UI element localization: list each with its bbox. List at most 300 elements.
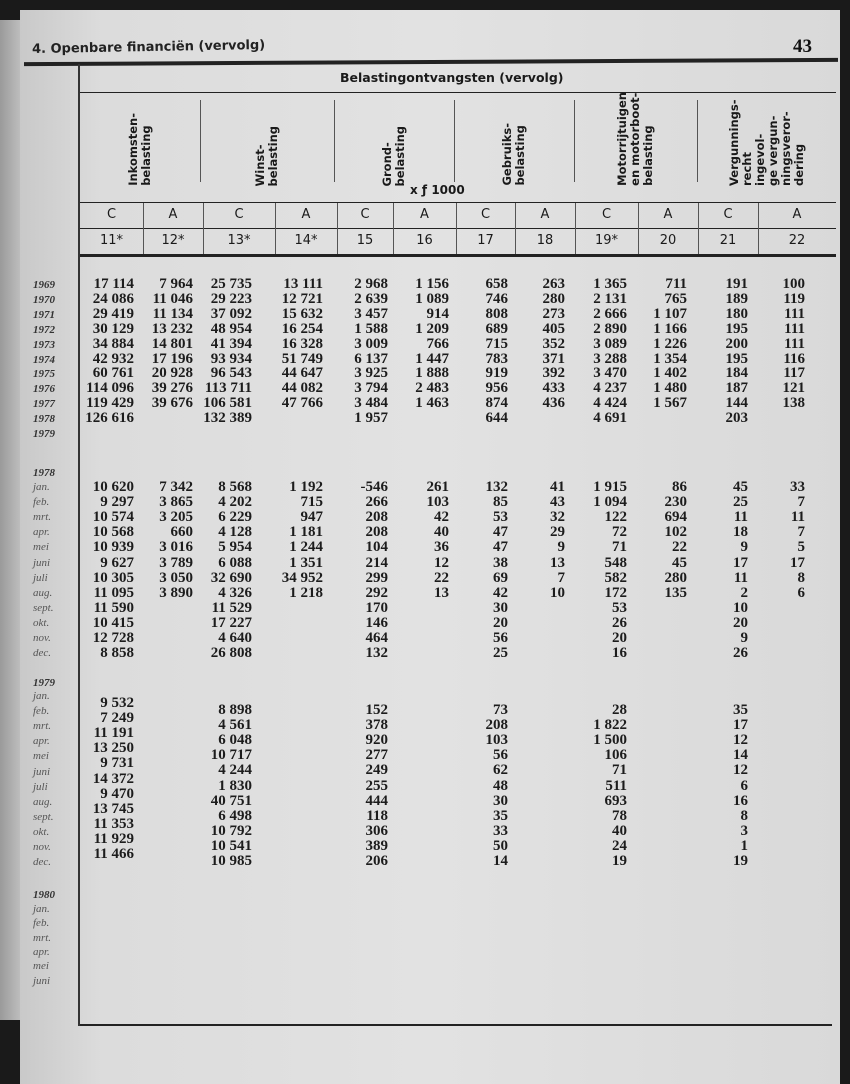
table-cell: 121 [782, 380, 805, 397]
table-cell: 2 [740, 584, 748, 601]
table-cell: 273 [542, 305, 565, 322]
table-cell: 3 794 [354, 380, 388, 397]
year-label: 1978 [33, 467, 55, 479]
row-label: 1977 [33, 398, 55, 411]
table-cell: 263 [542, 276, 565, 292]
table-cell: 1 181 [289, 524, 323, 541]
table-cell: 436 [542, 395, 565, 412]
table-cell: 102 [664, 524, 687, 541]
table-cell: 22 [434, 569, 449, 586]
table-cell: 17 [733, 554, 748, 571]
table-cell: 4 640 [218, 630, 252, 646]
table-cell: 24 [612, 837, 627, 854]
table-cell: 32 690 [210, 569, 252, 586]
row-label: feb. [33, 705, 50, 718]
row-label: aug. [33, 586, 53, 599]
table-cell: 1 089 [415, 290, 449, 307]
row-label: mrt. [33, 931, 52, 944]
column-group-label: Inkomsten- belasting [126, 113, 153, 186]
table-cell: 132 [485, 479, 508, 495]
table-cell: 26 [612, 614, 627, 631]
table-cell: 808 [485, 305, 508, 322]
table-cell: 187 [725, 380, 748, 397]
table-cell: 3 789 [159, 554, 193, 571]
table-cell: 10 939 [92, 539, 134, 556]
group-divider [334, 100, 335, 182]
row-label: dec. [33, 856, 52, 869]
table-cell: 392 [542, 365, 565, 382]
column-number: 15 [356, 233, 374, 248]
table-cell: 9 [740, 630, 748, 646]
table-cell: 56 [493, 747, 508, 764]
column-group-label: Gebruiks- belasting [500, 123, 527, 186]
region-code: C [360, 207, 370, 222]
table-cell: 11 191 [93, 725, 134, 742]
table-cell: 132 389 [203, 410, 252, 427]
column-divider [515, 203, 516, 254]
region-code: A [663, 207, 673, 222]
table-cell: 10 [550, 584, 565, 601]
column-number: 19* [594, 233, 619, 248]
column-group-header [454, 96, 574, 186]
table-cell: 6 088 [218, 554, 252, 571]
table-cell: 32 [550, 509, 565, 526]
group-title-rule [80, 92, 836, 93]
table-cell: 13 745 [92, 800, 134, 817]
table-cell: 146 [365, 614, 388, 631]
table-cell: 10 [733, 599, 748, 616]
table-cell: 20 [493, 614, 508, 631]
table-cell: 34 884 [92, 335, 134, 352]
table-cell: 208 [485, 717, 508, 734]
table-cell: 8 858 [100, 645, 134, 662]
table-cell: 53 [493, 509, 508, 526]
row-label: juli [33, 571, 48, 584]
table-cell: 4 561 [218, 717, 252, 734]
table-cell: 3 205 [159, 509, 193, 526]
previous-page-edge [0, 20, 20, 1020]
table-cell: 20 [612, 630, 627, 646]
table-cell: 19 [733, 853, 748, 869]
table-cell: 230 [664, 494, 687, 511]
table-cell: 60 761 [92, 365, 134, 382]
column-divider [393, 203, 394, 254]
row-label: jan. [33, 690, 50, 702]
region-code: C [601, 207, 612, 222]
table-cell: 117 [783, 365, 805, 382]
row-label: nov. [33, 841, 51, 853]
table-cell: 45 [733, 479, 748, 495]
table-cell: 42 [434, 509, 449, 526]
table-bottom-rule [80, 1024, 832, 1026]
table-cell: 10 541 [210, 837, 252, 854]
table-cell: 22 [672, 539, 687, 556]
column-divider [575, 203, 576, 254]
table-cell: 10 985 [210, 853, 252, 869]
column-divider [758, 203, 759, 254]
table-cell: 25 735 [210, 276, 252, 292]
table-cell: 1 351 [289, 554, 323, 571]
table-cell: 26 [733, 645, 748, 662]
region-code: A [540, 207, 550, 222]
table-cell: 874 [485, 395, 508, 412]
year-label: 1979 [33, 677, 55, 689]
row-label: nov. [33, 632, 51, 644]
table-cell: 352 [542, 335, 565, 352]
table-cell: 306 [365, 822, 388, 839]
table-cell: 180 [725, 305, 748, 322]
row-label: okt. [33, 616, 50, 629]
table-cell: 40 751 [210, 792, 252, 809]
column-group-header [200, 96, 334, 186]
table-cell: 299 [365, 569, 388, 586]
table-cell: 11 046 [152, 290, 193, 307]
table-cell: 4 244 [218, 762, 252, 779]
table-cell: 10 305 [92, 569, 134, 586]
group-divider [200, 100, 201, 182]
table-cell: 17 [790, 554, 805, 571]
row-label: sept. [33, 601, 54, 614]
table-cell: 3 925 [354, 365, 388, 382]
row-label: 1972 [33, 323, 55, 336]
table-cell: 4 128 [218, 524, 252, 541]
table-cell: 37 092 [210, 305, 252, 322]
region-code: C [234, 207, 244, 222]
table-cell: 1 166 [653, 320, 687, 337]
table-cell: 24 086 [92, 290, 134, 307]
table-cell: 16 254 [281, 320, 323, 337]
table-cell: 26 808 [210, 645, 252, 662]
table-cell: 93 934 [210, 350, 252, 367]
table-cell: 17 227 [210, 614, 252, 631]
table-cell: 378 [365, 717, 388, 734]
row-label: 1978 [33, 413, 55, 426]
column-number: 14* [294, 233, 318, 248]
column-number: 20 [659, 233, 677, 248]
table-cell: 14 372 [92, 770, 134, 787]
table-cell: 71 [612, 539, 627, 556]
table-cell: 1 365 [593, 276, 627, 292]
column-divider [275, 203, 276, 254]
table-cell: 2 131 [593, 290, 627, 307]
section-title: 4. Openbare financiën (vervolg) [31, 37, 266, 58]
table-cell: 203 [725, 410, 748, 427]
table-cell: 10 415 [92, 614, 134, 631]
row-label: juni [33, 765, 51, 778]
table-cell: 1 094 [593, 494, 627, 511]
table-cell: 35 [733, 702, 748, 718]
row-label: juni [33, 974, 51, 987]
table-cell: 8 [740, 807, 748, 824]
row-label: mrt. [33, 720, 52, 733]
table-cell: 40 [612, 822, 627, 839]
table-cell: 277 [365, 747, 388, 764]
table-cell: 25 [733, 494, 748, 511]
row-label: mei [33, 541, 49, 554]
table-cell: 118 [366, 807, 388, 824]
row-label: feb. [33, 917, 50, 930]
column-number: 22 [788, 233, 806, 248]
table-cell: 12 721 [281, 290, 323, 307]
table-cell: 4 237 [593, 380, 627, 397]
table-cell: 116 [783, 350, 805, 367]
table-cell: 1 500 [593, 732, 627, 749]
row-label: juni [33, 556, 51, 569]
region-rule [80, 228, 836, 229]
table-cell: 48 [493, 777, 508, 794]
column-group-label: Grond- belasting [380, 125, 407, 186]
table-cell: 7 964 [159, 276, 193, 292]
table-cell: 1 [740, 837, 748, 854]
table-cell: 111 [784, 335, 805, 352]
table-cell: 56 [493, 630, 508, 646]
column-divider [456, 203, 457, 254]
table-cell: 8 568 [218, 479, 252, 495]
table-cell: 6 229 [218, 509, 252, 526]
table-cell: 1 156 [415, 276, 449, 292]
table-cell: 44 082 [281, 380, 323, 397]
table-cell: 2 968 [354, 276, 388, 292]
table-cell: 104 [365, 539, 388, 556]
table-cell: 3 [740, 822, 748, 839]
table-cell: 10 574 [92, 509, 134, 526]
table-cell: 42 932 [92, 350, 134, 367]
table-cell: 138 [782, 395, 805, 412]
table-cell: 10 717 [210, 747, 252, 764]
table-cell: 9 470 [100, 785, 134, 802]
row-label: 1970 [33, 293, 55, 306]
table-cell: 14 [493, 853, 508, 869]
table-cell: 6 [797, 584, 805, 601]
table-cell: 214 [365, 554, 388, 571]
table-cell: 433 [542, 380, 565, 397]
table-cell: 11 929 [93, 830, 134, 847]
table-cell: 29 223 [210, 290, 252, 307]
table-cell: 9 297 [100, 494, 134, 511]
table-cell: 405 [542, 320, 565, 337]
table-cell: 3 865 [159, 494, 193, 511]
table-cell: 113 711 [204, 380, 252, 397]
table-cell: 14 [733, 747, 748, 764]
column-divider [638, 203, 639, 254]
table-cell: 41 [550, 479, 565, 495]
table-cell: 13 [550, 554, 565, 571]
column-divider [698, 203, 699, 254]
table-cell: 50 [493, 837, 508, 854]
table-cell: 119 429 [86, 395, 134, 412]
table-cell: 10 568 [92, 524, 134, 541]
table-cell: 7 [797, 524, 805, 541]
table-cell: 16 328 [281, 335, 323, 352]
table-cell: 255 [365, 777, 388, 794]
table-cell: 189 [725, 290, 748, 307]
table-cell: 10 792 [210, 822, 252, 839]
table-cell: 13 [434, 584, 449, 601]
table-cell: 106 [604, 747, 627, 764]
column-number: 18 [536, 233, 554, 248]
table-cell: 1 588 [354, 320, 388, 337]
table-cell: 1 447 [415, 350, 449, 367]
table-cell: 3 089 [593, 335, 627, 352]
table-cell: 715 [300, 494, 323, 511]
table-cell: 13 250 [92, 740, 134, 757]
table-cell: 694 [664, 509, 687, 526]
row-label: 1973 [33, 338, 55, 351]
table-cell: 30 [493, 792, 508, 809]
table-cell: 9 627 [100, 554, 134, 571]
column-divider [337, 203, 338, 254]
table-cell: 29 419 [92, 305, 134, 322]
table-cell: 13 111 [283, 276, 323, 292]
region-code: A [301, 207, 311, 222]
table-cell: 548 [604, 554, 627, 571]
row-label: apr. [33, 526, 50, 539]
table-cell: 715 [485, 335, 508, 352]
table-cell: 122 [604, 509, 627, 526]
table-cell: 292 [365, 584, 388, 601]
table-cell: 20 928 [151, 365, 193, 382]
column-divider [143, 203, 144, 254]
table-cell: 12 [733, 762, 748, 779]
table-cell: 72 [612, 524, 627, 541]
table-cell: 16 [612, 645, 627, 662]
table-cell: 11 590 [93, 599, 134, 616]
row-label: 1974 [33, 353, 55, 366]
table-cell: 6 498 [218, 807, 252, 824]
table-cell: 4 326 [218, 584, 252, 601]
row-label: mei [33, 750, 49, 763]
table-cell: 644 [485, 410, 508, 427]
table-cell: 51 749 [281, 350, 323, 367]
group-title: Belastingontvangsten (vervolg) [340, 70, 564, 85]
table-cell: 35 [493, 807, 508, 824]
table-cell: 47 766 [281, 395, 323, 412]
row-label: 1979 [33, 428, 55, 440]
column-number: 17 [477, 233, 494, 248]
row-label: sept. [33, 810, 54, 823]
table-cell: 206 [365, 853, 388, 869]
table-cell: 3 009 [354, 335, 388, 352]
table-cell: 11 134 [152, 305, 193, 322]
table-cell: 1 244 [289, 539, 323, 556]
table-cell: 266 [365, 494, 388, 511]
table-cell: 14 801 [151, 335, 193, 352]
table-cell: 11 529 [211, 599, 252, 616]
header-bottom-rule [80, 254, 836, 257]
table-cell: 444 [365, 792, 388, 809]
table-cell: 36 [434, 539, 449, 556]
table-cell: 280 [664, 569, 687, 586]
column-group-header [574, 92, 697, 186]
group-divider [574, 100, 575, 182]
row-label: 1976 [33, 383, 55, 396]
table-cell: 200 [725, 335, 748, 352]
table-cell: 7 342 [159, 479, 193, 495]
row-label: aug. [33, 795, 53, 808]
table-cell: 34 952 [281, 569, 323, 586]
column-divider [203, 203, 204, 254]
column-number: 11* [99, 233, 124, 248]
table-cell: 12 [733, 732, 748, 749]
table-cell: 3 890 [159, 584, 193, 601]
table-cell: 41 394 [210, 335, 252, 352]
table-cell: 44 647 [281, 365, 323, 382]
table-cell: 13 232 [151, 320, 193, 337]
table-cell: 2 890 [593, 320, 627, 337]
table-cell: 261 [426, 479, 449, 495]
table-cell: 2 639 [354, 290, 388, 307]
table-cell: 28 [612, 702, 627, 718]
table-cell: 78 [612, 807, 627, 824]
table-cell: 100 [782, 276, 805, 292]
table-cell: 5 [797, 539, 805, 556]
row-label: feb. [33, 496, 50, 509]
table-cell: 10 620 [92, 479, 134, 495]
table-cell: 5 954 [218, 539, 252, 556]
region-code: C [480, 207, 491, 222]
table-cell: 1 226 [653, 335, 687, 352]
table-cell: 1 822 [593, 717, 627, 734]
table-cell: 956 [485, 380, 508, 397]
table-cell: 3 457 [354, 305, 388, 322]
row-label: juli [33, 780, 48, 793]
table-cell: 511 [605, 777, 627, 794]
table-cell: 6 048 [218, 732, 252, 749]
table-cell: 135 [664, 584, 687, 601]
table-cell: 3 016 [159, 539, 193, 556]
table-cell: 12 [434, 554, 449, 571]
row-label: jan. [33, 903, 50, 915]
table-cell: 40 [434, 524, 449, 541]
table-cell: 1 463 [415, 395, 449, 412]
table-cell: 11 [790, 509, 805, 526]
table-cell: 11 [733, 569, 748, 586]
table-cell: 170 [365, 599, 388, 616]
table-cell: 9 532 [100, 695, 134, 711]
table-cell: 2 666 [593, 305, 627, 322]
table-cell: 69 [493, 569, 508, 586]
table-cell: 920 [365, 732, 388, 749]
table-cell: 249 [365, 762, 388, 779]
table-cell: 3 470 [593, 365, 627, 382]
table-cell: 17 [733, 717, 748, 734]
column-group-label: Winst- belasting [253, 125, 280, 186]
table-cell: 1 218 [289, 584, 323, 601]
table-cell: 38 [493, 554, 508, 571]
table-cell: 689 [485, 320, 508, 337]
table-cell: 7 249 [100, 710, 134, 727]
table-cell: 33 [493, 822, 508, 839]
table-cell: 1 888 [415, 365, 449, 382]
year-label: 1980 [33, 889, 55, 901]
table-cell: 12 728 [92, 630, 134, 646]
table-cell: 2 483 [415, 380, 449, 397]
table-cell: 746 [485, 290, 508, 307]
table-cell: 30 [493, 599, 508, 616]
table-cell: 39 676 [151, 395, 193, 412]
unit-label: x ƒ 1000 [410, 183, 465, 197]
table-cell: 111 [784, 305, 805, 322]
table-cell: 947 [300, 509, 323, 526]
table-cell: 47 [493, 539, 508, 556]
table-cell: 39 276 [151, 380, 193, 397]
table-cell: 71 [612, 762, 627, 779]
table-cell: 48 954 [210, 320, 252, 337]
row-label: apr. [33, 735, 50, 748]
column-number: 21 [719, 233, 737, 248]
table-cell: 45 [672, 554, 687, 571]
table-cell: 9 731 [100, 755, 134, 772]
